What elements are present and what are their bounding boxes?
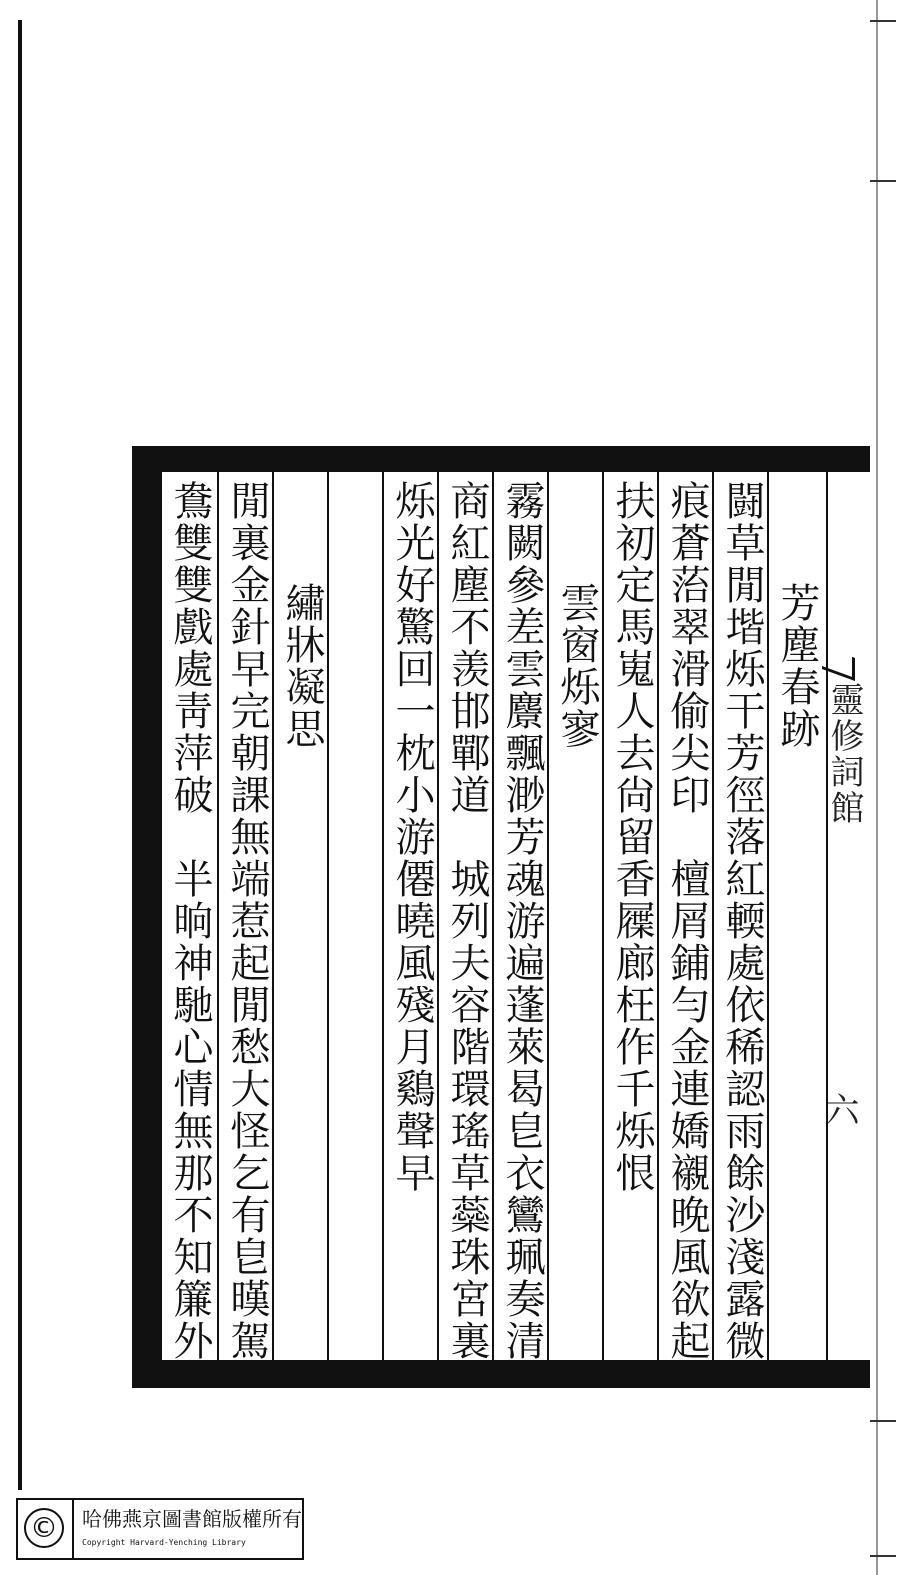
- copyright-icon: ©: [24, 1508, 64, 1548]
- column-text: 闘草閒堦烁干芳徑落紅輭處依稀認雨餘沙淺露微: [719, 480, 765, 1362]
- page-edge-mark: [870, 20, 896, 22]
- gutter-line: [18, 20, 22, 1490]
- text-column: [162, 472, 217, 1360]
- stamp-chinese-text: 哈佛燕京圖書館版權所有: [82, 1507, 302, 1531]
- page-edge-mark: [870, 1420, 896, 1422]
- text-column: [657, 472, 712, 1360]
- text-column: [437, 472, 492, 1360]
- column-text: 商紅塵不羡邯鄲道 城列夫容階環瑤草蘂珠宮裏: [444, 480, 490, 1362]
- poem-title: 雲窗烁寥: [554, 582, 600, 750]
- copyright-stamp: [16, 1498, 304, 1560]
- page-edge-line: [876, 0, 878, 1575]
- column-text: 閒裏金針早完朝課無端惹起閒愁大怪乞有皀暵駕: [224, 480, 270, 1362]
- poem-title: 繡牀凝思: [279, 582, 325, 750]
- text-column: [217, 472, 272, 1360]
- text-column: [382, 472, 437, 1360]
- column-text: 烁光好驚回一枕小游僊曉風殘月鷄聲早: [389, 480, 435, 1194]
- text-columns: [162, 472, 822, 1360]
- text-column: [602, 472, 657, 1360]
- poem-title: 芳塵春跡: [774, 582, 820, 750]
- text-column: [492, 472, 547, 1360]
- column-text: 痕蒼菭翠滑偷尖印 檀屑鋪勻金連嬌襯晚風欲起: [664, 480, 710, 1362]
- printed-page-frame: [132, 446, 870, 1388]
- column-text: 扶初定馬嵬人去尙留香屧廊枉作千烁恨: [609, 480, 655, 1194]
- column-text: 鴦雙雙戲處靑萍破 半晌神馳心情無那不知簾外: [167, 480, 213, 1362]
- fold-margin: [819, 472, 870, 1360]
- page-edge-mark: [870, 180, 896, 182]
- fold-margin-line: [826, 472, 828, 1360]
- stamp-divider: [72, 1500, 74, 1558]
- stamp-english-text: Copyright Harvard-Yenching Library: [82, 1538, 246, 1547]
- text-column: [547, 472, 602, 1360]
- text-column: [767, 472, 822, 1360]
- leaf-number: 六: [819, 1092, 859, 1126]
- text-column: [272, 472, 327, 1360]
- text-column: [327, 472, 382, 1360]
- running-title: 靈修詞館: [824, 682, 864, 826]
- text-column: [712, 472, 767, 1360]
- text-block: [162, 472, 822, 1360]
- page-edge-mark: [870, 1555, 896, 1557]
- column-text: 霧闕參差雲麖飄渺芳魂游遍蓬萊曷皀衣鸞珮奏清: [499, 480, 545, 1362]
